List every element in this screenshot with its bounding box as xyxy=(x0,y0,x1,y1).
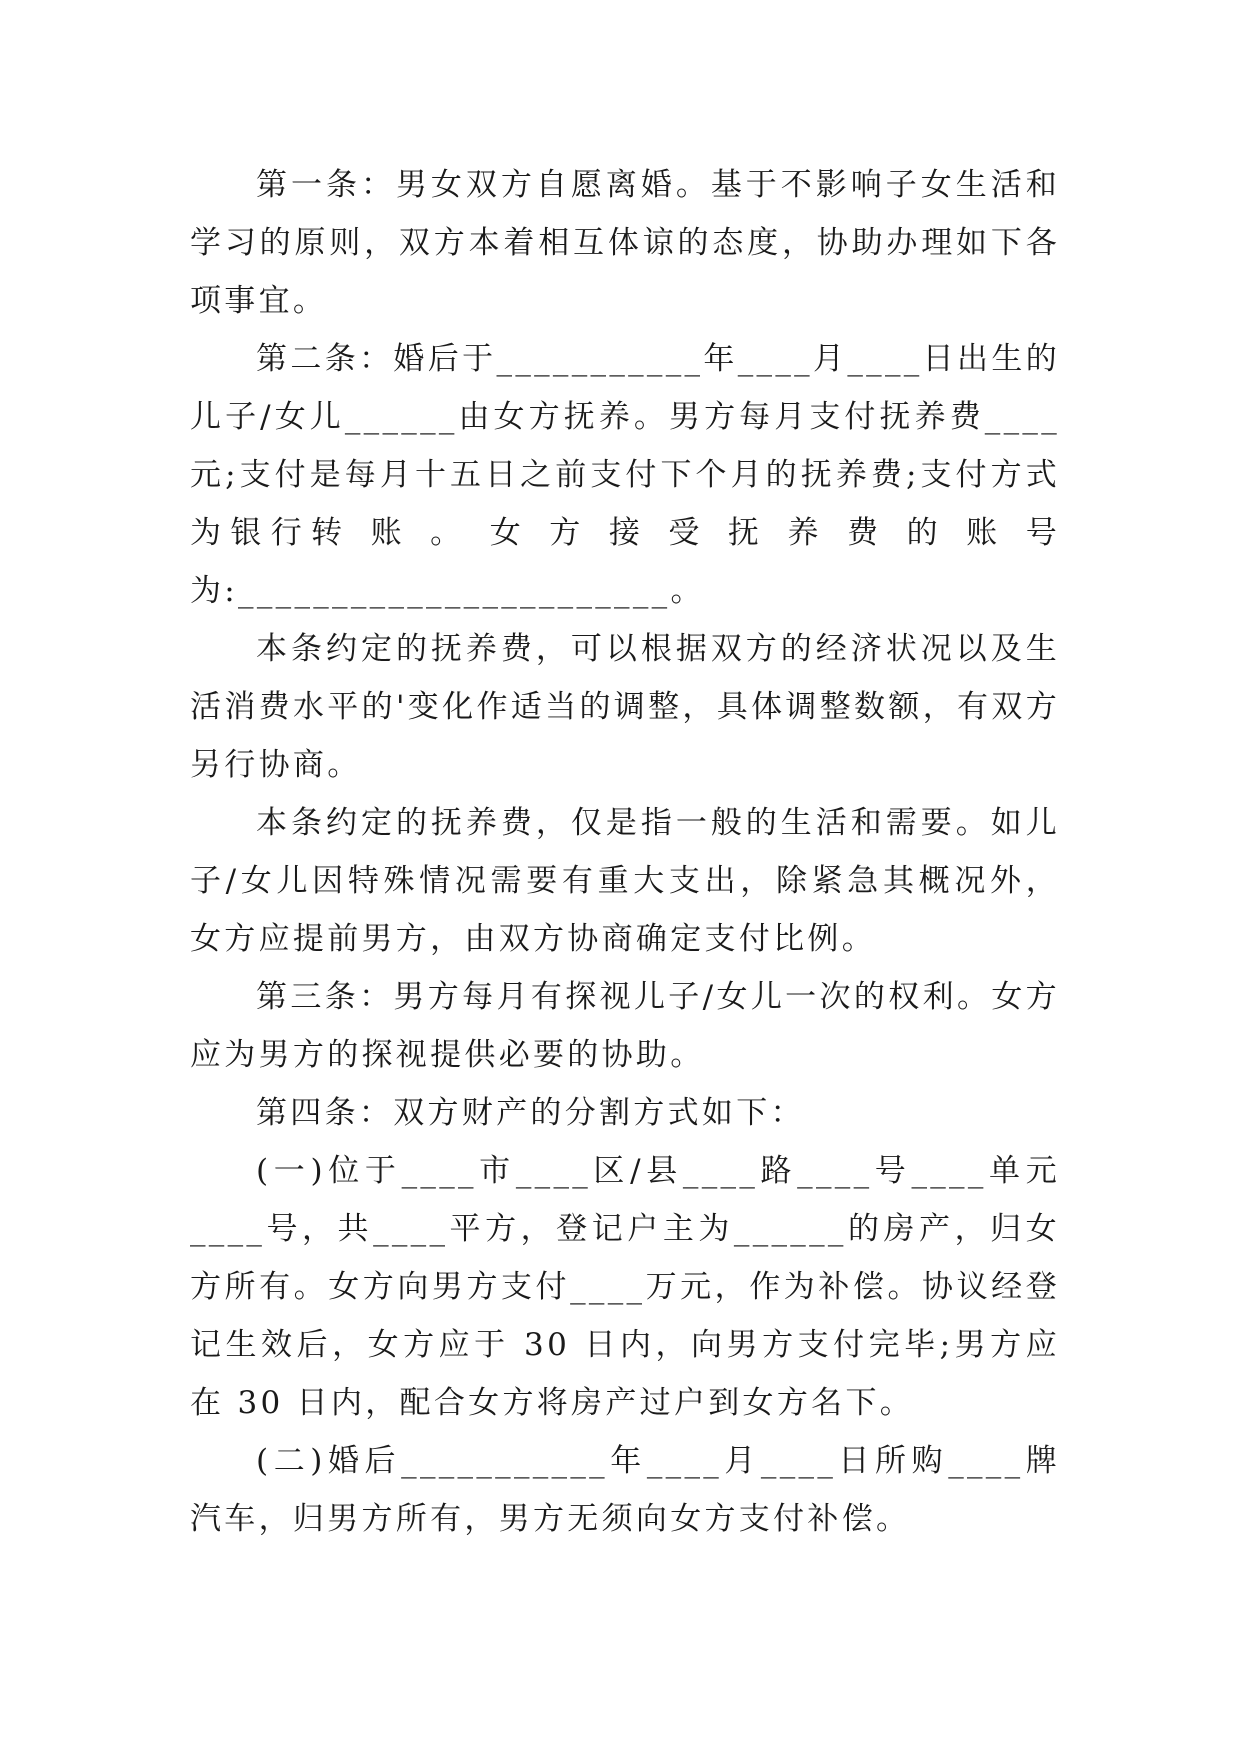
document-body xyxy=(190,156,1060,1548)
article-3-paragraph: 第三条：男方每月有探视儿子/女儿一次的权利。女方应为男方的探视提供必要的协助。 xyxy=(190,979,1060,1073)
support-scope-paragraph: 本条约定的抚养费，仅是指一般的生活和需要。如儿子/女儿因特殊情况需要有重大支出，除紧急其概况外，女方应提前男方，由双方协商确定支付比例。 xyxy=(190,805,1060,957)
article-2-paragraph: 第二条：婚后于___________年____月____日出生的儿子/女儿______由女方抚养。男方每月支付抚养费____元;支付是每月十五日之前支付下个月的抚养费;支付方式为银行转 账 。 女 方 接 受 抚 养 费 的 账 号为:_______________________。 xyxy=(190,341,1060,609)
support-adjustment-paragraph: 本条约定的抚养费，可以根据双方的经济状况以及生活消费水平的'变化作适当的调整，具体调整数额，有双方另行协商。 xyxy=(190,631,1060,783)
article-4-item-2-paragraph: (二)婚后___________年____月____日所购____牌汽车，归男方所有，男方无须向女方支付补偿。 xyxy=(190,1443,1060,1537)
article-1-paragraph: 第一条：男女双方自愿离婚。基于不影响子女生活和学习的原则，双方本着相互体谅的态度，协助办理如下各项事宜。 xyxy=(190,167,1060,319)
article-4-paragraph: 第四条：双方财产的分割方式如下： xyxy=(256,1095,805,1131)
article-4-item-1-paragraph: (一)位于____市____区/县____路____号____单元____号，共____平方，登记户主为______的房产，归女方所有。女方向男方支付____万元，作为补偿。协议经登记生效后，女方应于 30 日内，向男方支付完毕;男方应在 30 日内，配合女方将房产过户到女方名下。 xyxy=(190,1153,1061,1421)
